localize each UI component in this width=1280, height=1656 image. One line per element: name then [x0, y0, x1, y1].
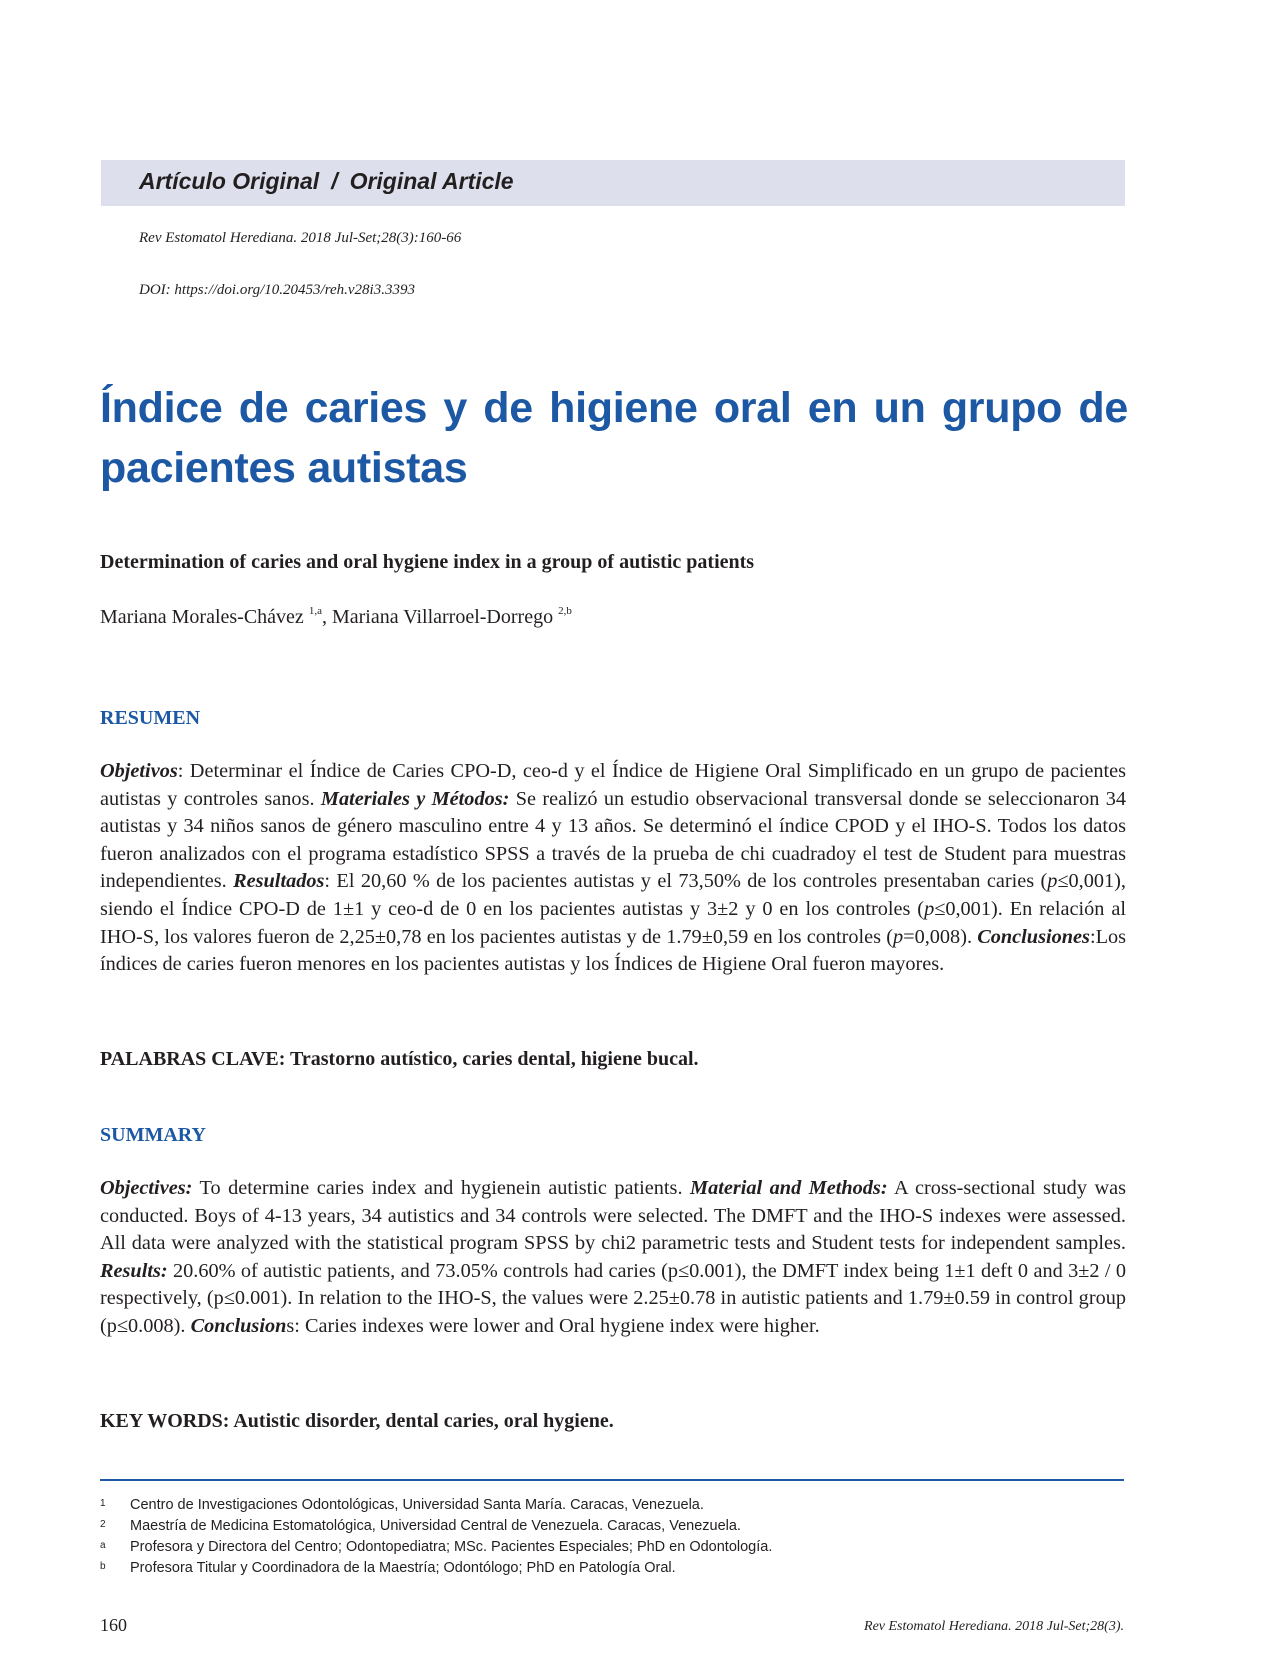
resultados-text-c: ≤0,001). En relación al IHO-S, los valores fueron de 2,25±0,78 en los pacientes autistas y de 1.79±0,59 en los controles (	[100, 897, 1126, 948]
journal-citation: Rev Estomatol Herediana. 2018 Jul-Set;28(3):160-66	[139, 230, 462, 246]
results-label: Results:	[100, 1259, 168, 1282]
resultados-text-a: : El 20,60 % de los pacientes autistas y el 73,50% de los controles presentaban caries (	[324, 870, 1048, 893]
resumen-paragraph	[100, 758, 1126, 979]
doi-link[interactable]: DOI: https://doi.org/10.20453/reh.v28i3.3393	[139, 282, 415, 298]
author-separator: ,	[321, 606, 332, 628]
resultados-text-d: =0,008).	[903, 925, 978, 948]
resultados-label: Resultados	[233, 870, 325, 893]
footnote	[100, 1560, 1124, 1581]
article-type-separator: /	[331, 168, 338, 194]
footnotes	[100, 1497, 1124, 1581]
results-text: 20.60% of autistic patients, and 73.05% controls had caries (p≤0.001), the DMFT index being 1±1 deft 0 and 3±2 / 0 respectively, (p≤0.001). In relation to the IHO-S, the values were 2.25±0.78 in autistic patients and 1.79±0.59 in control group (p≤0.008).	[100, 1259, 1126, 1337]
footnote-divider	[100, 1479, 1124, 1481]
footnote-text: Centro de Investigaciones Odontológicas, Universidad Santa María. Caracas, Venezuela.	[130, 1497, 704, 1513]
p-value-symbol: p	[1047, 870, 1058, 893]
footnote-mark: 1	[100, 1498, 106, 1509]
p-value-symbol: p	[924, 897, 935, 920]
footnote-text: Maestría de Medicina Estomatológica, Universidad Central de Venezuela. Caracas, Venezuela.	[130, 1518, 741, 1534]
palabras-clave: PALABRAS CLAVE: Trastorno autístico, caries dental, higiene bucal.	[100, 1048, 699, 1070]
article-type-banner	[101, 160, 1125, 206]
footer-journal: Rev Estomatol Herediana. 2018 Jul-Set;28(3).	[864, 1619, 1124, 1634]
methods-text: A cross-sectional study was conducted. Boys of 4-13 years, 34 autistics and 34 controls were selected. The DMFT and the IHO-S indexes were assessed. All data were analyzed with the statistical program SPSS by chi2 parametric tests and Student tests for independent samples.	[100, 1177, 1127, 1255]
objectives-text: To determine caries index and hygienein autistic patients.	[192, 1177, 691, 1199]
key-words: KEY WORDS: Autistic disorder, dental caries, oral hygiene.	[100, 1410, 614, 1432]
conclusions-text: s: Caries indexes were lower and Oral hygiene index were higher.	[286, 1314, 820, 1337]
objetivos-text: : Determinar el Índice de Caries CPO-D, ceo-d y el Índice de Higiene Oral Simplificado en un grupo de pacientes autistas y controles sanos.	[100, 760, 1126, 810]
metodos-text: Se realizó un estudio observacional transversal donde se seleccionaron 34 autistas y 34 niños sanos de género masculino entre 4 y 13 años. Se determinó el índice CPOD y el IHO-S. Todos los datos fueron analizados con el programa estadístico SPSS a través de la prueba de chi cuadradoy el test de Student para muestras independientes.	[100, 787, 1126, 893]
article-title	[100, 378, 1128, 498]
footnote-mark: 2	[100, 1519, 106, 1530]
author-1-affiliation: 1,a	[308, 605, 322, 617]
footnote	[100, 1539, 1124, 1560]
summary-heading: SUMMARY	[100, 1124, 206, 1146]
footnote	[100, 1497, 1124, 1518]
article-title-line-1: Índice de caries y de higiene oral en un grupo de	[100, 384, 1128, 432]
article-type-es: Artículo Original	[139, 168, 320, 194]
footnote	[100, 1518, 1124, 1539]
footnote-mark: a	[100, 1540, 106, 1551]
page-number: 160	[100, 1615, 127, 1635]
objectives-label: Objectives:	[100, 1177, 193, 1199]
article-type	[139, 168, 514, 195]
p-value-symbol: p	[892, 925, 904, 948]
conclusions-label: Conclusion	[190, 1314, 287, 1337]
resultados-text-b: ≤0,001), siendo el Índice CPO-D de 1±1 y ceo-d de 0 en los pacientes autistas y 3±2 y 0 en los controles (	[100, 870, 1126, 920]
article-title-line-2: pacientes autistas	[100, 444, 468, 492]
author-list	[100, 605, 572, 629]
footnote-text: Profesora y Directora del Centro; Odontopediatra; MSc. Pacientes Especiales; PhD en Odontología.	[130, 1539, 773, 1555]
footnote-mark: b	[100, 1561, 106, 1572]
footnote-text: Profesora Titular y Coordinadora de la Maestría; Odontólogo; PhD en Patología Oral.	[130, 1560, 676, 1576]
author-2: Mariana Villarroel-Dorrego	[331, 606, 559, 628]
author-2-affiliation: 2,b	[558, 605, 572, 617]
metodos-label: Materiales y Métodos:	[320, 787, 510, 810]
article-subtitle: Determination of caries and oral hygiene index in a group of autistic patients	[100, 551, 755, 573]
methods-label: Material and Methods:	[690, 1177, 888, 1199]
conclusiones-text: :Los índices de caries fueron menores en los pacientes autistas y los Índices de Higiene Oral fueron mayores.	[100, 925, 1126, 976]
summary-paragraph	[100, 1175, 1126, 1341]
author-1: Mariana Morales-Chávez	[100, 606, 309, 628]
article-type-en: Original Article	[349, 168, 514, 194]
objetivos-label: Objetivos	[100, 760, 178, 782]
conclusiones-label: Conclusiones	[977, 925, 1090, 948]
resumen-heading: RESUMEN	[100, 707, 201, 729]
